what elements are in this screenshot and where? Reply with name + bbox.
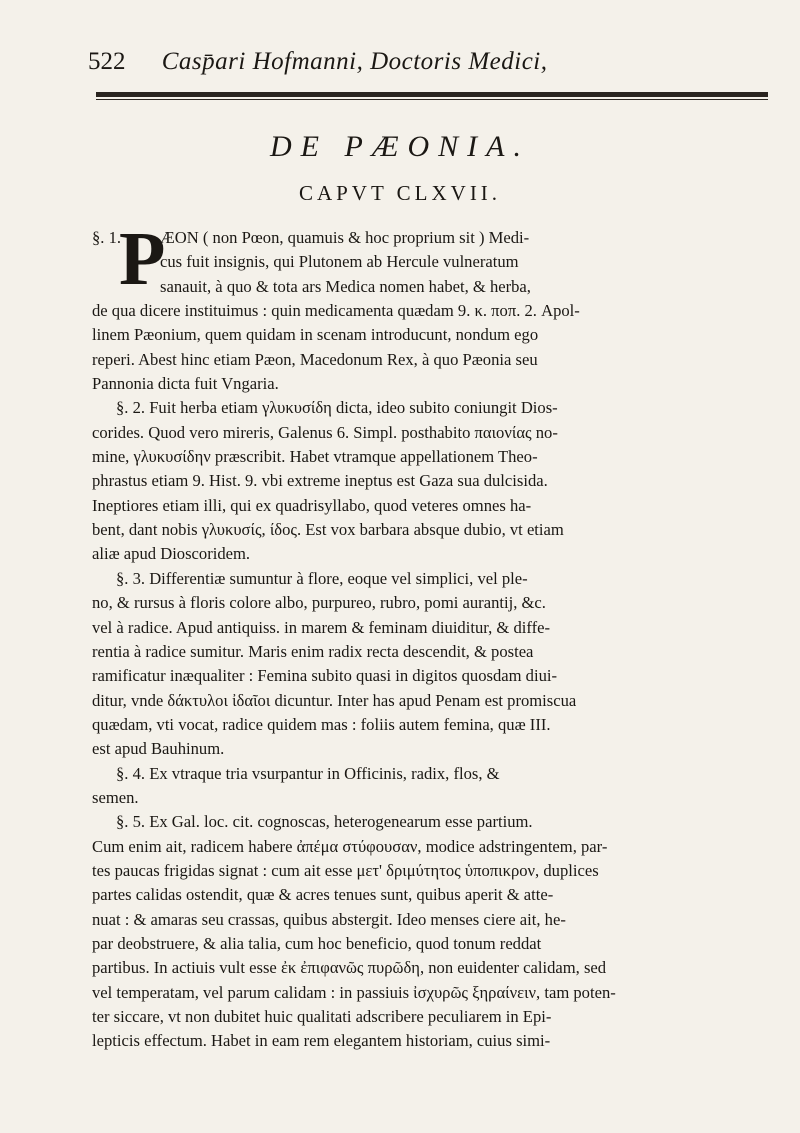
- text-line: §. 3. Differentiæ sumuntur à flore, eoque vel simplici, vel ple-: [116, 568, 528, 588]
- text-line: no, & rursus à floris colore albo, purpureo, rubro, pomi aurantij, &c.: [92, 593, 546, 613]
- text-line: par deobstruere, & alia talia, cum hoc beneficio, quod tonum reddat: [92, 933, 542, 953]
- text-line: reperi. Abest hinc etiam Pæon, Macedonum Rex, à quo Pæonia seu: [92, 349, 538, 369]
- text-line: nuat : & amaras seu crassas, quibus abstergit. Ideo menses ciere ait, he-: [92, 909, 566, 929]
- text-line: tes paucas frigidas signat : cum ait esse μετ' δριμύτητος ὑποπικρον, duplices: [92, 860, 599, 880]
- text-line: ÆON ( non Pœon, quamuis & hoc proprium sit ) Medi-: [160, 228, 530, 247]
- text-line: ditur, vnde δάκτυλοι ἰδαῖοι dicuntur. Inter has apud Penam est promiscua: [92, 690, 577, 710]
- text-line: rentia à radice sumitur. Maris enim radix recta descendit, & postea: [92, 641, 534, 661]
- section-number: §. 1.: [92, 228, 122, 247]
- text-line: aliæ apud Dioscoridem.: [92, 544, 251, 564]
- page-number: 522: [88, 48, 126, 75]
- header-rule: [96, 92, 768, 97]
- text-line: phrastus etiam 9. Hist. 9. vbi extreme ineptus est Gaza sua dulcisida.: [92, 471, 548, 491]
- text-line: vel temperatam, vel parum calidam : in passiuis ἰσχυρῶς ξηραίνειν, tam poten-: [92, 982, 616, 1002]
- text-line: §. 4. Ex vtraque tria vsurpantur in Officinis, radix, flos, &: [116, 763, 500, 783]
- running-title: Casp̄ari Hofmanni, Doctoris Medici,: [161, 48, 548, 75]
- text-line: semen.: [92, 787, 139, 807]
- text-line: partes calidas ostendit, quæ & acres tenues sunt, quibus aperit & atte-: [92, 885, 554, 905]
- header-rule-thin: [96, 99, 768, 100]
- text-line: lepticis effectum. Habet in eam rem elegantem historiam, cuius simi-: [92, 1031, 551, 1051]
- body-text: [92, 217, 778, 1054]
- text-line: §. 5. Ex Gal. loc. cit. cognoscas, heterogenearum esse partium.: [116, 812, 533, 832]
- text-line: ter siccare, vt non dubitet huic qualitati adscribere peculiarem in Epi-: [92, 1007, 552, 1026]
- text-line: linem Pæonium, quem quidam in scenam introducunt, nondum ego: [92, 325, 539, 345]
- text-line: sanauit, à quo & tota ars Medica nomen habet, & herba,: [160, 276, 531, 296]
- text-line: Ineptiores etiam illi, qui ex quadrisyllabo, quod veteres omnes ha-: [92, 495, 532, 515]
- text-line: Cum enim ait, radicem habere ἀπέμα στύφουσαν, modice adstringentem, par-: [92, 836, 608, 856]
- chapter-heading: CAPVT CLXVII.: [298, 181, 502, 205]
- text-line: corides. Quod vero mireris, Galenus 6. Simpl. posthabito παιονίας no-: [92, 422, 558, 442]
- text-line: vel à radice. Apud antiquiss. in marem & feminam diuiditur, & diffe-: [92, 617, 551, 637]
- text-line: partibus. In actiuis vult esse ἐκ ἐπιφανῶς πυρῶδη, non euidenter calidam, sed: [92, 958, 607, 978]
- text-line: Pannonia dicta fuit Vngaria.: [92, 374, 279, 394]
- text-line: quædam, vti vocat, radice quidem mas : foliis autem femina, quæ III.: [92, 714, 551, 734]
- drop-cap: P: [119, 217, 166, 301]
- text-line: bent, dant nobis γλυκυσίς, ίδος. Est vox barbara absque dubio, vt etiam: [92, 520, 564, 540]
- text-line: mine, γλυκυσίδην præscribit. Habet vtramque appellationem Theo-: [92, 447, 538, 467]
- text-line: §. 2. Fuit herba etiam γλυκυσίδη dicta, ideo subito coniungit Dios-: [116, 398, 558, 418]
- section-heading: DE PÆONIA.: [270, 130, 530, 163]
- text-line: ramificatur inæqualiter : Femina subito quasi in digitos quosdam diui-: [92, 666, 558, 686]
- text-line: de qua dicere instituimus : quin medicamenta quædam 9. κ. ποπ. 2. Apol-: [92, 301, 580, 321]
- text-line: est apud Bauhinum.: [92, 739, 225, 759]
- text-line: cus fuit insignis, qui Plutonem ab Hercule vulneratum: [160, 252, 519, 272]
- running-head: [88, 48, 688, 76]
